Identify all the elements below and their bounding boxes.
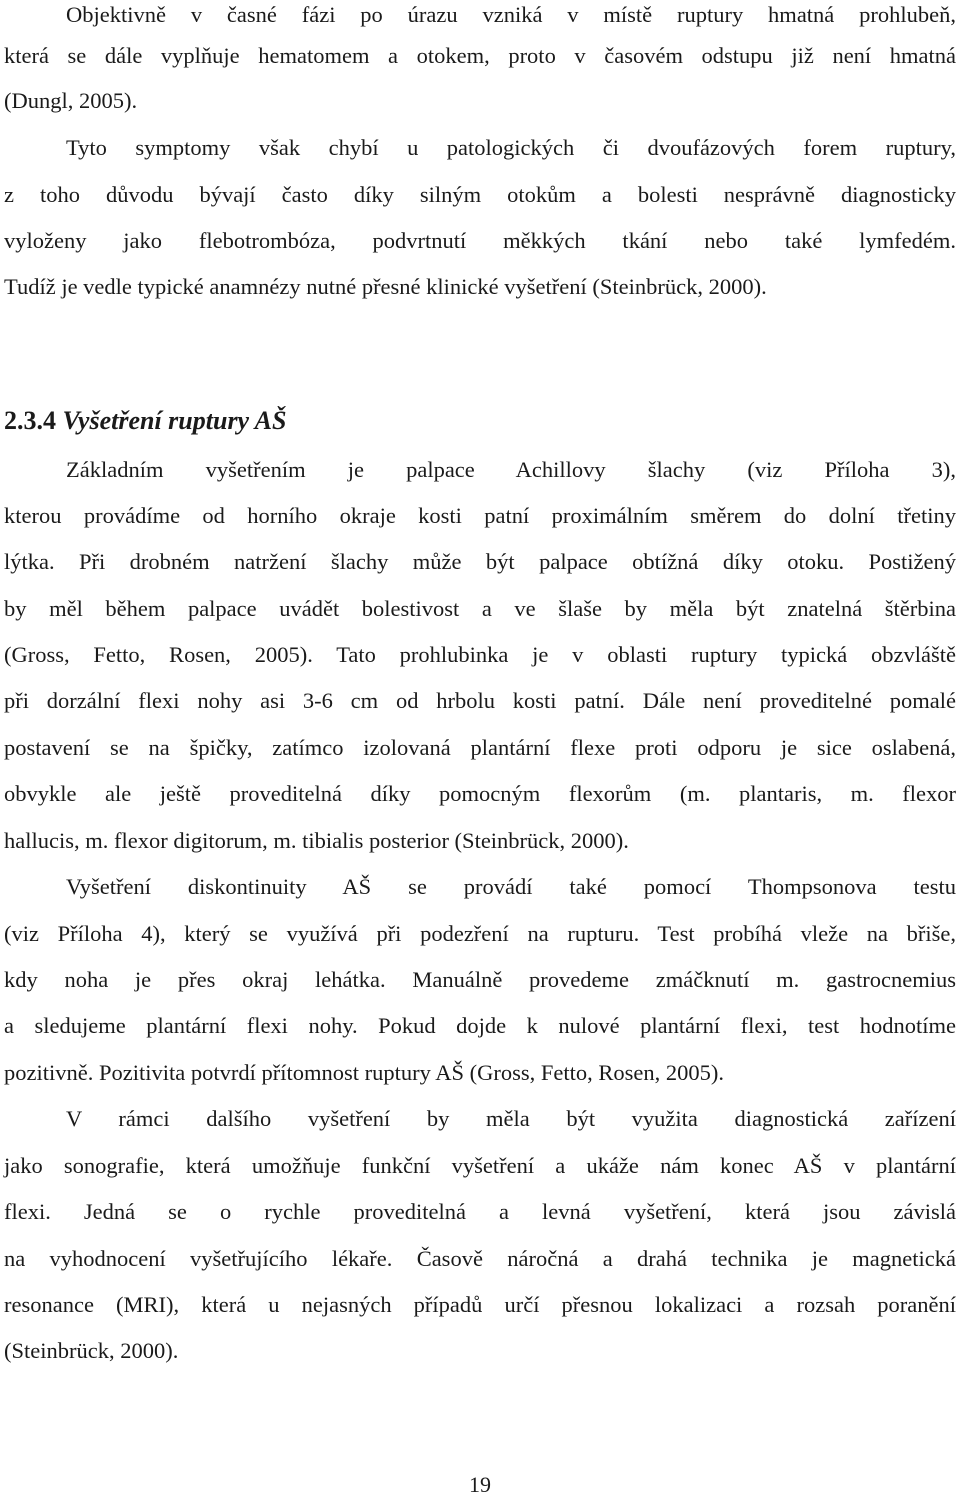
section-heading <box>4 404 286 438</box>
text-line: a sledujeme plantární flexi nohy. Pokud dojde k nulové plantární flexi, test hodnotíme <box>4 1013 956 1038</box>
text-line: hallucis, m. flexor digitorum, m. tibialis posterior (Steinbrück, 2000). <box>4 828 629 853</box>
text-line: obvykle ale ještě proveditelná díky pomocným flexorům (m. plantaris, m. flexor <box>4 781 956 806</box>
text-line: Vyšetření diskontinuity AŠ se provádí také pomocí Thompsonova testu <box>66 874 956 899</box>
text-line: (Dungl, 2005). <box>4 88 138 113</box>
text-line: kdy noha je přes okraj lehátka. Manuálně provedeme zmáčknutí m. gastrocnemius <box>4 967 956 992</box>
text-line: vyloženy jako flebotrombóza, podvrtnutí měkkých tkání nebo také lymfedém. <box>4 228 956 253</box>
text-line: z toho důvodu bývají často díky silným otokům a bolesti nesprávně diagnosticky <box>4 182 956 207</box>
text-line: resonance (MRI), která u nejasných případů určí přesnou lokalizaci a rozsah poranění <box>4 1292 956 1317</box>
text-line: Tyto symptomy však chybí u patologických či dvoufázových forem ruptury, <box>66 135 956 160</box>
text-line: flexi. Jedná se o rychle proveditelná a levná vyšetření, která jsou závislá <box>4 1199 956 1224</box>
text-line: pozitivně. Pozitivita potvrdí přítomnost ruptury AŠ (Gross, Fetto, Rosen, 2005). <box>4 1060 724 1085</box>
text-line: (Gross, Fetto, Rosen, 2005). Tato prohlubinka je v oblasti ruptury typická obzvláště <box>4 642 956 667</box>
text-line: která se dále vyplňuje hematomem a otokem, proto v časovém odstupu již není hmatná <box>4 43 956 68</box>
text-line: postavení se na špičky, zatímco izolovaná plantární flexe proti odporu je sice oslabená, <box>4 735 956 760</box>
text-line: jako sonografie, která umožňuje funkční vyšetření a ukáže nám konec AŠ v plantární <box>4 1153 956 1178</box>
text-line: při dorzální flexi nohy asi 3-6 cm od hrbolu kosti patní. Dále není proveditelné pomalé <box>4 688 956 713</box>
section-number: 2.3.4 <box>4 406 56 435</box>
text-line: by měl během palpace uvádět bolestivost a ve šlaše by měla být znatelná štěrbina <box>4 596 956 621</box>
text-line: (Steinbrück, 2000). <box>4 1338 179 1363</box>
text-line: Základním vyšetřením je palpace Achillovy šlachy (viz Příloha 3), <box>66 457 956 482</box>
text-line: na vyhodnocení vyšetřujícího lékaře. Časově náročná a drahá technika je magnetická <box>4 1246 956 1271</box>
section-title: Vyšetření ruptury AŠ <box>62 406 287 435</box>
text-line: (viz Příloha 4), který se využívá při podezření na rupturu. Test probíhá vleže na břiše, <box>4 921 956 946</box>
text-line: kterou provádíme od horního okraje kosti patní proximálním směrem do dolní třetiny <box>4 503 956 528</box>
text-line: Tudíž je vedle typické anamnézy nutné přesné klinické vyšetření (Steinbrück, 2000). <box>4 274 767 299</box>
text-line: lýtka. Při drobném natržení šlachy může být palpace obtížná díky otoku. Postižený <box>4 549 956 574</box>
text-line: Objektivně v časné fázi po úrazu vzniká v místě ruptury hmatná prohlubeň, <box>66 2 956 27</box>
page-number: 19 <box>469 1472 491 1497</box>
text-line: V rámci dalšího vyšetření by měla být využita diagnostická zařízení <box>66 1106 956 1131</box>
